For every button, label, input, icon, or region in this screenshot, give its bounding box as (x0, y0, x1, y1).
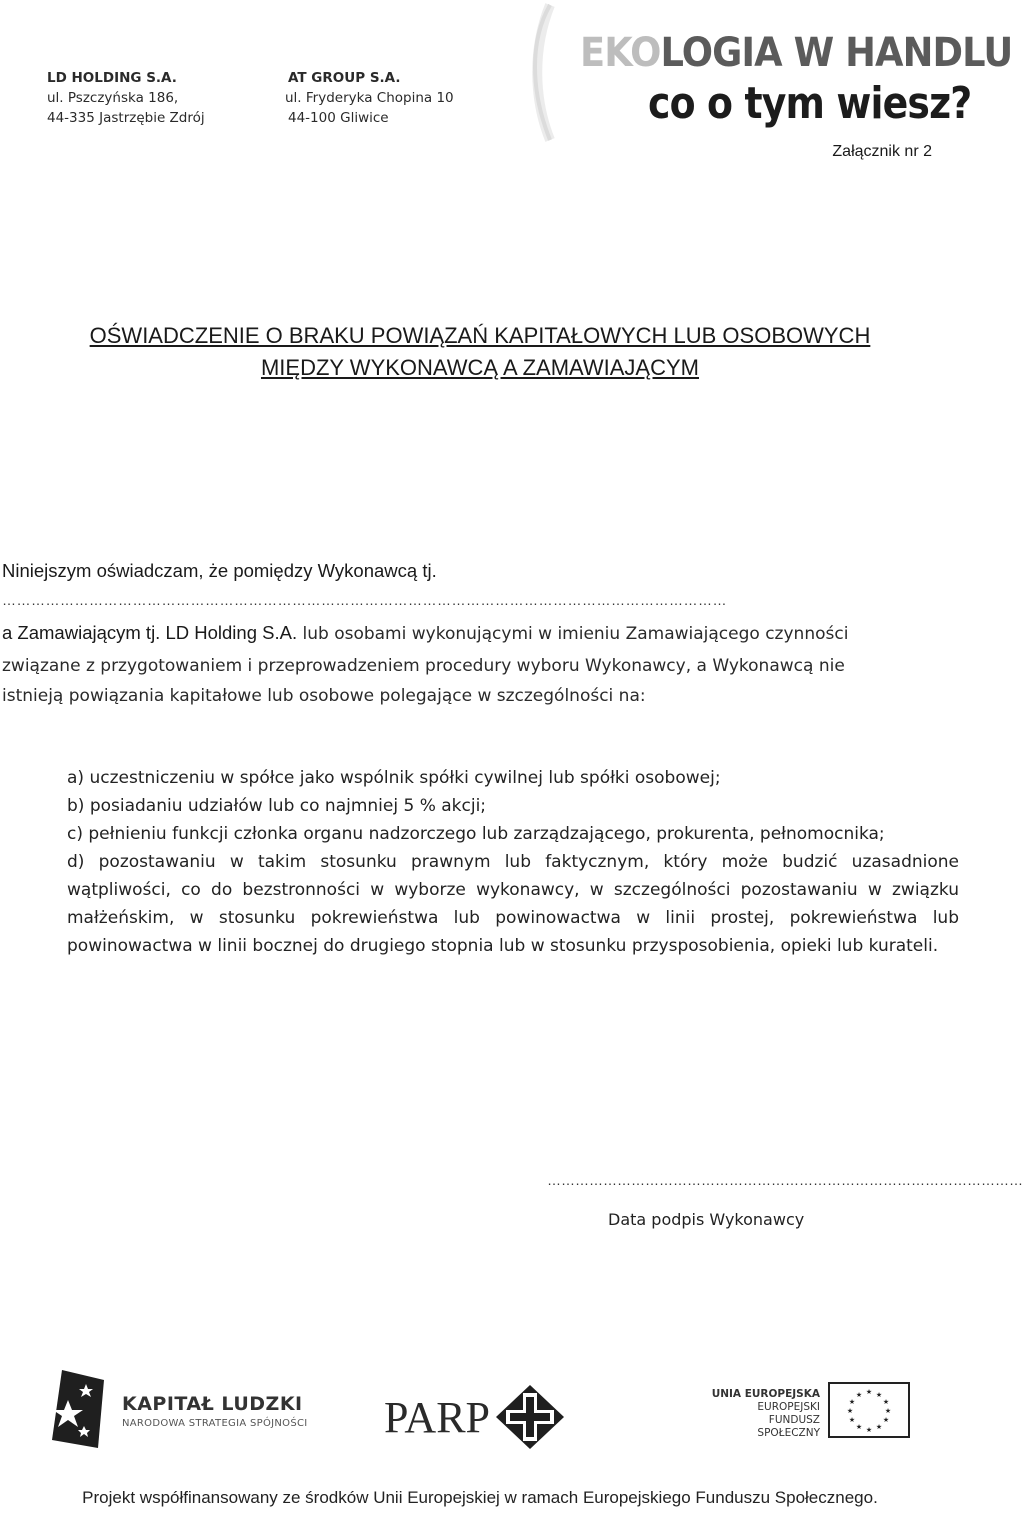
svg-text:★: ★ (865, 1426, 873, 1434)
svg-text:★: ★ (848, 1416, 856, 1424)
eu-flag-icon (828, 1382, 910, 1438)
eu-line2: EUROPEJSKI (757, 1401, 820, 1413)
attachment-number: Załącznik nr 2 (832, 143, 932, 160)
list-item: c) pełnieniu funkcji członka organu nadzorczego lub zarządzającego, prokurenta, pełnomocnika; (67, 824, 885, 844)
kapital-ludzki-logo-icon (48, 1370, 104, 1448)
svg-text:★: ★ (855, 1423, 863, 1431)
conditions-list (67, 764, 959, 960)
eu-line1: UNIA EUROPEJSKA (711, 1388, 820, 1400)
company-name: AT GROUP S.A. (288, 70, 401, 86)
body-line-a-rest: lub osobami wykonującymi w imieniu Zamawiającego czynności (297, 624, 849, 644)
company-city: 44-100 Gliwice (288, 110, 389, 126)
body-line-a (2, 622, 848, 644)
svg-text:★: ★ (855, 1391, 863, 1399)
list-item: d) pozostawaniu w takim stosunku prawnym lub faktycznym, który może budzić uzasadnione wątpliwości, co do bezstronności w wyborze wykonawcy, w szczególności pozostawaniu w związku małżeńskim, w stosunku pokrewieństwa lub powinowactwa w linii prostej, pokrewieństwa lub powinowactwa w linii bocznej do drugiego stopnia lub w stosunku przysposobienia, opieki lub kurateli. (67, 852, 959, 956)
svg-text:★: ★ (875, 1391, 883, 1399)
svg-text:★: ★ (848, 1398, 856, 1406)
ekologia-logo-line2: co o tym wiesz? (648, 78, 972, 129)
kapital-ludzki-logo (122, 1393, 308, 1429)
company-street: ul. Pszczyńska 186, (47, 90, 179, 106)
parp-logo-text: PARP (384, 1393, 491, 1442)
document-title-line2: MIĘDZY WYKONAWCĄ A ZAMAWIAJĄCYM (260, 355, 699, 380)
eu-line3: FUNDUSZ SPOŁECZNY (757, 1414, 820, 1439)
ekologia-logo-rest: LOGIA W HANDLU (660, 30, 1013, 76)
kapital-ludzki-title: KAPITAŁ LUDZKI (122, 1393, 303, 1415)
svg-text:★: ★ (882, 1416, 890, 1424)
svg-text:★: ★ (884, 1407, 892, 1415)
svg-text:★: ★ (846, 1407, 854, 1415)
kapital-ludzki-subtitle: NARODOWA STRATEGIA SPÓJNOŚCI (122, 1418, 308, 1429)
ekologia-logo-line1 (580, 30, 1012, 76)
contractor-name-blank: …………………………………………………………………………………………………………………………………… (2, 592, 727, 608)
company-name: LD HOLDING S.A. (47, 70, 177, 86)
eu-logo-text (706, 1388, 820, 1440)
document-title-line1: OŚWIADCZENIE O BRAKU POWIĄZAŃ KAPITAŁOWYCH LUB OSOBOWYCH (89, 323, 871, 348)
list-item: b) posiadaniu udziałów lub co najmniej 5 % akcji; (67, 796, 487, 816)
project-cofinancing-note: Projekt współfinansowany ze środków Unii Europejskiej w ramach Europejskiego Funduszu Społecznego. (82, 1488, 878, 1507)
parp-logo-icon (496, 1385, 564, 1449)
ekologia-logo-eko: EKO (580, 30, 661, 76)
company-city: 44-335 Jastrzębie Zdrój (47, 110, 205, 126)
company-street: ul. Fryderyka Chopina 10 (285, 90, 454, 106)
signature-blank: ………………………………………………………………………………………… (547, 1172, 1023, 1188)
company-at-group (285, 68, 454, 128)
list-item: a) uczestniczeniu w spółce jako wspólnik spółki cywilnej lub spółki osobowej; (67, 768, 721, 788)
svg-text:★: ★ (875, 1423, 883, 1431)
signature-label: Data podpis Wykonawcy (608, 1210, 805, 1229)
body-line-3: istnieją powiązania kapitałowe lub osobowe polegające w szczególności na: (2, 686, 646, 706)
ordering-party: a Zamawiającym tj. LD Holding S.A. (2, 622, 298, 643)
svg-text:★: ★ (865, 1388, 873, 1396)
body-line-2: związane z przygotowaniem i przeprowadzeniem procedury wyboru Wykonawcy, a Wykonawcą nie (2, 656, 845, 676)
svg-text:★: ★ (882, 1398, 890, 1406)
intro-text: Niniejszym oświadczam, że pomiędzy Wykonawcą tj. (2, 560, 437, 581)
company-ld-holding (47, 68, 205, 128)
